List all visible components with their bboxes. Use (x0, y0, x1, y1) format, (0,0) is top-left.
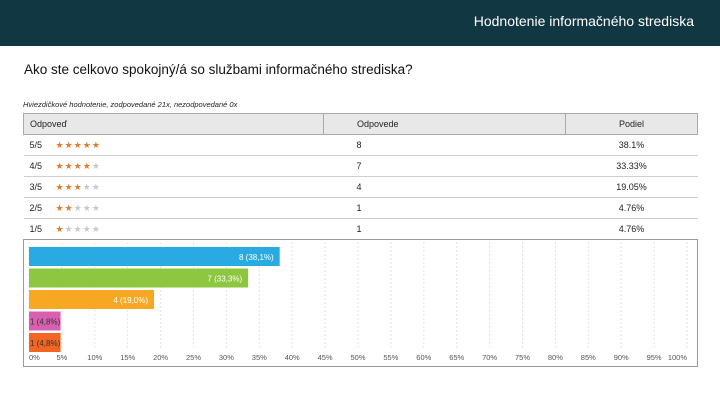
x-tick-label: 80% (547, 353, 563, 362)
x-tick-label: 35% (251, 353, 267, 362)
x-tick-label: 55% (383, 353, 399, 362)
rating-label: 4/5 (29, 160, 43, 171)
x-tick-label: 30% (218, 353, 234, 362)
question-title: Ako ste celkovo spokojný/á so službami informačného strediska? (24, 62, 413, 77)
x-tick-label: 25% (185, 353, 202, 362)
x-tick-label: 75% (514, 353, 531, 362)
x-tick-label: 70% (482, 353, 498, 362)
rating-label: 5/5 (29, 139, 43, 150)
x-tick-label: 85% (580, 353, 596, 362)
star-rating-icon: ★★★★★ (55, 202, 101, 213)
question-subtitle: Hviezdičkové hodnotenie, zodpovedané 21x, nezodpovedané 0x (23, 100, 238, 109)
bar-data-label: 1 (4,8%) (30, 339, 61, 348)
count-cell: 7 (324, 156, 566, 177)
share-cell: 33.33% (566, 156, 698, 177)
answer-cell (24, 219, 324, 240)
count-cell: 1 (324, 198, 566, 219)
rating-label: 1/5 (29, 223, 43, 234)
x-tick-label: 90% (613, 353, 629, 362)
header-title: Hodnotenie informačného strediska (473, 13, 694, 29)
answer-cell (24, 135, 324, 156)
count-cell: 1 (324, 219, 566, 240)
x-tick-label: 0% (29, 353, 40, 362)
results-table (23, 113, 698, 240)
x-tick-label: 45% (317, 353, 333, 362)
table-row (24, 135, 698, 156)
answer-cell (24, 198, 324, 219)
bar-data-label: 4 (19,0%) (113, 296, 149, 305)
share-cell: 4.76% (566, 219, 698, 240)
bar-data-label: 7 (33,3%) (207, 274, 243, 284)
rating-label: 3/5 (29, 181, 43, 192)
star-rating-icon: ★★★★★ (55, 160, 101, 171)
answer-cell (24, 156, 324, 177)
x-tick-label: 95% (646, 353, 662, 362)
star-rating-icon: ★★★★★ (55, 139, 101, 150)
table-body (24, 135, 698, 240)
rating-label: 2/5 (29, 202, 43, 213)
table-row (24, 198, 698, 219)
bar-data-label: 8 (38,1%) (239, 253, 274, 262)
answer-cell (24, 177, 324, 198)
column-header-share: Podiel (566, 114, 698, 135)
share-cell: 4.76% (566, 198, 698, 219)
x-tick-label: 15% (120, 353, 136, 362)
bar-chart-svg (24, 240, 697, 366)
table-row (24, 156, 698, 177)
share-cell: 38.1% (566, 135, 698, 156)
star-rating-icon: ★★★★★ (55, 181, 101, 192)
table-row (24, 219, 698, 240)
share-cell: 19.05% (566, 177, 698, 198)
header-bar (0, 0, 720, 46)
x-tick-label: 5% (56, 353, 68, 362)
x-tick-label: 60% (416, 353, 432, 362)
x-tick-label: 40% (284, 353, 300, 362)
x-tick-label: 20% (153, 353, 169, 362)
star-rating-icon: ★★★★★ (55, 223, 101, 234)
x-tick-label: 100% (667, 353, 687, 362)
column-header-answer: Odpoveď (24, 114, 324, 135)
count-cell: 8 (324, 135, 566, 156)
bar-data-label: 1 (4,8%) (30, 317, 61, 327)
x-tick-label: 50% (350, 353, 366, 362)
x-tick-label: 10% (87, 353, 103, 362)
table-header-row (24, 114, 698, 135)
column-header-count: Odpovede (324, 114, 566, 135)
table-row (24, 177, 698, 198)
x-tick-label: 65% (449, 353, 465, 362)
count-cell: 4 (324, 177, 566, 198)
bar-chart (23, 239, 698, 367)
